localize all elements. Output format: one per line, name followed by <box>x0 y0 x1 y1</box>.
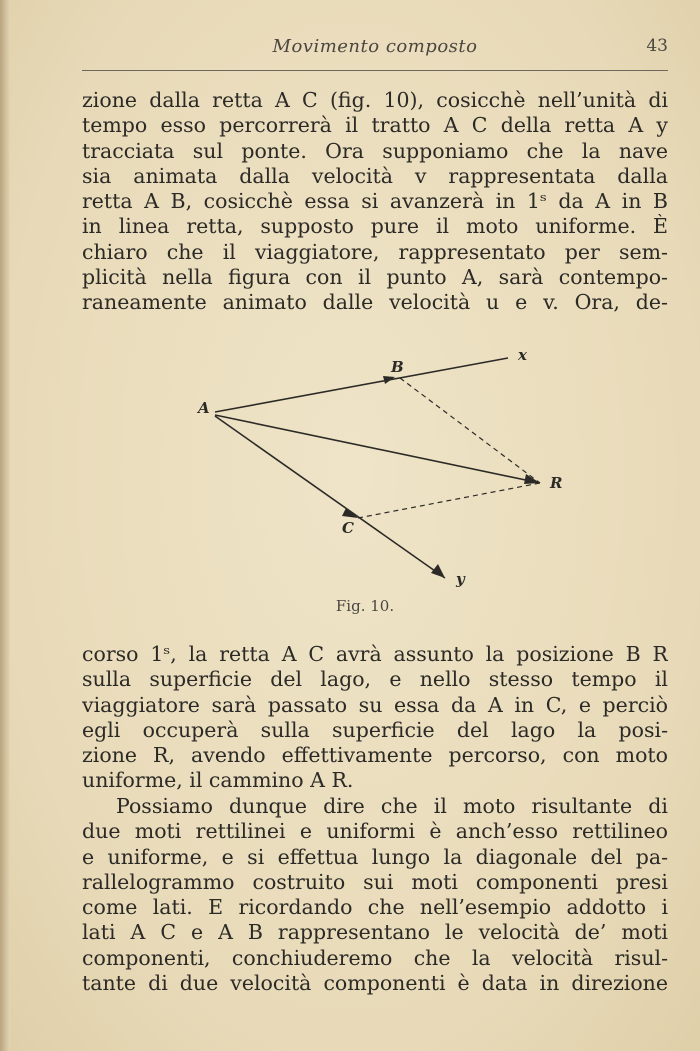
text-line: egli occuperà sulla superficie del lago la posi- <box>82 717 668 742</box>
text-line: raneamente animato dalle velocità u e v. Ora, de- <box>82 290 668 315</box>
text-line: uniforme, il cammino A R. <box>82 768 354 793</box>
text-line: come lati. E ricordando che nell’esempio addotto i <box>82 895 668 920</box>
figure-caption: Fig. 10. <box>335 597 395 615</box>
arrowhead-r <box>524 474 540 484</box>
text-line: in linea retta, supposto pure il moto uniforme. È <box>82 214 668 239</box>
text-line: e uniforme, e si effettua lungo la diagonale del pa- <box>82 844 668 869</box>
text-line: rallelogrammo costruito sui moti componenti presi <box>82 869 668 894</box>
page-binding-edge <box>0 0 10 1051</box>
label-x: x <box>518 346 527 364</box>
label-b: B <box>391 358 404 376</box>
line-a-y <box>215 416 445 578</box>
text-line: retta A B, cosicchè essa si avanzerà in 1ˢ da A in B <box>82 189 668 214</box>
arrowhead-b <box>383 376 395 384</box>
line-a-x <box>215 358 508 412</box>
text-line: sia animata dalla velocità v rappresentata dalla <box>82 163 668 188</box>
paragraph-1 <box>82 88 668 316</box>
text-line: chiaro che il viaggiatore, rappresentato per sem- <box>82 239 668 264</box>
figure-10-diagram <box>190 340 590 600</box>
text-line: tempo esso percorrerà il tratto A C della retta A y <box>82 113 668 138</box>
paragraph-2 <box>82 642 668 794</box>
page-number: 43 <box>646 36 668 56</box>
label-c: C <box>342 519 354 537</box>
label-a: A <box>198 399 210 417</box>
label-y: y <box>456 570 465 588</box>
text-line: lati A C e A B rappresentano le velocità de’ moti <box>82 920 668 945</box>
text-line: Possiamo dunque dire che il moto risultante di <box>116 794 668 818</box>
text-line: tante di due velocità componenti è data in direzione <box>82 971 668 996</box>
header-rule <box>82 70 668 71</box>
dashed-line-b-r <box>400 378 540 483</box>
text-line: tracciata sul ponte. Ora supponiamo che la nave <box>82 138 668 163</box>
arrowhead-c <box>342 508 358 518</box>
page-header <box>82 36 668 66</box>
text-line: due moti rettilinei e uniformi è anch’esso rettilineo <box>82 819 668 844</box>
dashed-line-c-r <box>358 483 540 518</box>
text-line: zione R, avendo effettivamente percorso, con moto <box>82 743 668 768</box>
label-r: R <box>550 474 563 492</box>
arrowhead-y <box>431 564 445 578</box>
text-line: sulla superficie del lago, e nello stesso tempo il <box>82 667 668 692</box>
text-line: corso 1ˢ, la retta A C avrà assunto la posizione B R <box>82 642 668 666</box>
running-title: Movimento composto <box>272 36 478 57</box>
text-line: componenti, conchiuderemo che la velocità risul- <box>82 945 668 970</box>
text-line: plicità nella figura con il punto A, sarà contempo- <box>82 265 668 290</box>
text-line: zione dalla retta A C (fig. 10), cosicchè nell’unità di <box>82 88 668 112</box>
text-line: viaggiatore sarà passato su essa da A in C, e perciò <box>82 692 668 717</box>
line-a-r <box>215 415 540 483</box>
paragraph-3 <box>82 794 668 996</box>
